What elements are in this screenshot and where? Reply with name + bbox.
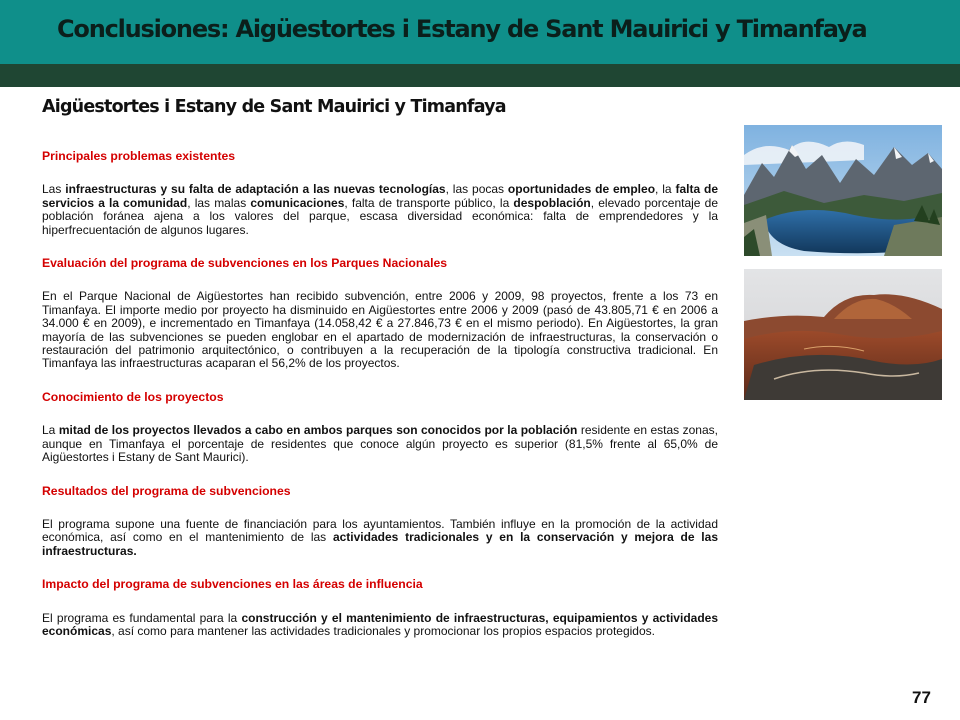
emphasis-text: actividades tradicionales y en la conservación y mejora de las infraestructuras. xyxy=(42,530,718,558)
section-paragraph xyxy=(42,612,718,639)
slide-subtitle: Aigüestortes i Estany de Sant Mauirici y Timanfaya xyxy=(42,97,506,117)
body-text: , las malas xyxy=(187,195,251,210)
section-paragraph xyxy=(42,424,718,464)
section xyxy=(42,150,718,237)
body-text: , las pocas xyxy=(445,182,508,197)
page-number: 77 xyxy=(912,688,931,707)
emphasis-text: oportunidades de empleo xyxy=(507,182,656,197)
body-text: En el Parque Nacional de Aigüestortes han recibido subvención, entre 2006 y 2009, 98 proyectos, frente a los 73 en Timanfaya. El importe medio por proyecto ha disminuido en Aigüestortes entre 2006 y 2009 (pasó de 43.805,71 € en 2006 a 34.000 € en 2009), e incrementado en Timanfaya (14.058,42 € a 27.846,73 € en el mismo periodo). En Aigüestortes, la gran mayoría de las subvenciones se pueden englobar en el apartado de modernización de infraestructuras, la conservación o restauración del patrimonio arquitectónico, o contribuyen a la recuperación de la tipología constructiva tradicional. En Timanfaya las infraestructuras acaparan el 56,2% de los proyectos. xyxy=(42,289,718,371)
emphasis-text: comunicaciones xyxy=(250,195,345,210)
volcanic-landscape-photo xyxy=(744,269,942,400)
mountain-lake-photo xyxy=(744,125,942,256)
section-paragraph xyxy=(42,183,718,237)
emphasis-text: falta de servicios a la comunidad xyxy=(42,182,719,210)
section-paragraph xyxy=(42,518,718,558)
body-text: , la xyxy=(655,182,676,197)
body-text: , falta de transporte público, la xyxy=(344,195,514,210)
emphasis-text: mitad de los proyectos llevados a cabo en ambos parques son conocidos por la población xyxy=(58,423,578,438)
slide-title: Conclusiones: Aigüestortes i Estany de Sant Mauirici y Timanfaya xyxy=(57,15,867,43)
section-heading: Principales problemas existentes xyxy=(42,149,236,163)
section xyxy=(42,485,718,559)
body-text: , así como para mantener las actividades tradicionales y promocionar los propios espacios protegidos. xyxy=(111,623,655,638)
header-accent-band xyxy=(0,64,960,87)
section-heading: Evaluación del programa de subvenciones en los Parques Nacionales xyxy=(42,256,448,271)
body-text: El programa supone una fuente de financiación para los ayuntamientos. También influye en la promoción de la actividad económica, así como en el mantenimiento de las xyxy=(42,516,718,545)
body-text: Las xyxy=(42,182,66,197)
body-text: residente en estas zonas, aunque en Timanfaya el porcentaje de residentes que conoce algún proyecto es superior (81,5% frente al 65,0% de Aigüestortes i Estany de Sant Maurici). xyxy=(42,423,718,465)
section xyxy=(42,578,718,638)
body-text: El programa es fundamental para la xyxy=(42,610,242,625)
section-heading: Conocimiento de los proyectos xyxy=(42,389,224,404)
section xyxy=(42,257,718,371)
section-heading: Resultados del programa de subvenciones xyxy=(42,483,291,498)
emphasis-text: despoblación xyxy=(513,195,591,210)
section-paragraph xyxy=(42,290,718,370)
body-text: La xyxy=(42,423,59,438)
section xyxy=(42,391,718,465)
emphasis-text: construcción y el mantenimiento de infraestructuras, equipamientos y actividades económicas xyxy=(42,610,719,638)
body-text: , elevado porcentaje de población foránea ajena a los valores del parque, escasa diversidad económica: falta de emprendedores y la hiperfrecuentación de algunos lugares. xyxy=(42,195,718,237)
section-heading: Impacto del programa de subvenciones en las áreas de influencia xyxy=(42,577,423,592)
emphasis-text: infraestructuras y su falta de adaptación a las nuevas tecnologías xyxy=(65,182,446,197)
content-body xyxy=(42,150,718,638)
